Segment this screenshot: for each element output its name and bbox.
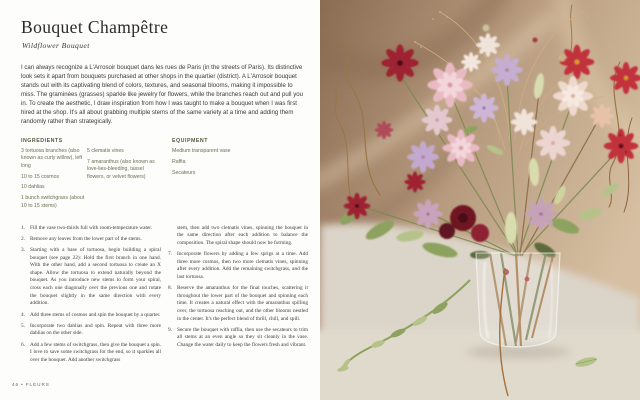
equipment-section	[172, 138, 308, 214]
equipment-list	[172, 148, 308, 177]
instructions	[21, 225, 308, 369]
step-number: 9.	[168, 326, 172, 333]
ingredient-item: 7 amaranthus (also known as love-lies-bleeding, tassel flowers, or velvet flowers)	[87, 158, 155, 180]
equipment-item: Secateurs	[172, 169, 196, 176]
steps-column-1	[21, 225, 161, 369]
ingredient-item: 1 bunch switchgrass (about 10 to 15 stems)	[21, 195, 85, 209]
step-text: Starting with a base of tortuosa, begin building a spiral bouquet (see page 22): Hold the first branch in one hand. With the other hand, add a second tortuosa to create an X shape. Allow the tortuosa to extend naturally beyond the bouquet. As you introduce new stems to form your spiral, cross each one diagonally over the previous one and rotate the bouquet slightly in the same direction with every addition.	[30, 246, 161, 307]
bouquet-photo	[320, 0, 640, 400]
flower-bud	[559, 55, 566, 62]
step-3	[21, 247, 161, 308]
equipment-heading: EQUIPMENT	[172, 137, 208, 144]
page-subtitle: Wildflower Bouquet	[22, 41, 90, 51]
step-5	[21, 323, 161, 338]
steps-column-2	[168, 225, 308, 369]
step-text: Reserve the amaranthus for the final touches, scattering it throughout the lower part of the bouquet and spinning each time. It creates a natural effect with the amaranthus spilling over, the tortuosa reaching out, and the other blooms nestled in the center. It's the perfect blend of thrill, chill, and spill.	[177, 285, 308, 322]
page-title: Bouquet Champêtre	[21, 17, 169, 37]
equipment-item: Medium transparent vase	[172, 147, 231, 154]
step-number: 6.	[21, 341, 25, 348]
step-1	[21, 225, 161, 233]
step-4	[21, 312, 161, 320]
step-text: Incorporate two dahlias and spin. Repeat with three more dahlias on the other side.	[30, 322, 161, 337]
step-text: stem, then add two clematis vines, spinning the bouquet in the same direction after each addition to balance the composition. The spiral shape should now be forming.	[177, 224, 308, 246]
ingredient-item: 3 tortuosa branches (also known as curly willow), left long	[21, 147, 83, 169]
equipment-item: Raffia	[172, 158, 186, 165]
step-number: 7.	[168, 251, 172, 258]
step-7	[168, 251, 308, 282]
footer-separator: •	[21, 382, 24, 387]
ingredients-heading: INGREDIENTS	[21, 137, 63, 144]
step-6-continuation	[168, 225, 308, 248]
step-text: Secure the bouquet with raffia, then use the secateurs to trim all stems at an even angle so they sit cleanly in the vase. Change the water daily to keep the flowers fresh and vibrant.	[177, 326, 308, 349]
step-2	[21, 236, 161, 244]
glass-vase	[476, 253, 560, 347]
lists-row	[21, 138, 308, 214]
ingredient-item: 10 to 15 cosmos	[21, 173, 60, 180]
ingredients-columns	[21, 148, 172, 214]
step-8	[168, 285, 308, 323]
ingredient-item: 5 clematis vines	[87, 147, 124, 154]
step-text: Fill the vase two-thirds full with room-temperature water.	[30, 224, 153, 231]
ingredients-column-1	[21, 148, 87, 214]
page-footer	[12, 382, 50, 387]
intro-paragraph: I can always recognize a L'Arrosoir bouquet dans les rues de Paris (in the streets of Paris). Its distinctive look sets it apart from bouquets purchased at other shops in the quartier (district). A L'Arrosoir bouquet stands out with its captivating blend of colors, textures, and seasonal blooms, making it impossible to miss. The graminées (grasses) sparkle like jewelry for flowers, while the branches reach out and pull you in. To create the aesthetic, I draw inspiration from how I was taught to make a bouquet when I was first hired at the shop. It's all about grabbing multiple stems of the same variety at a time and adding them randomly rather than strategically.	[21, 64, 304, 125]
bouquet-photo-svg	[320, 0, 640, 400]
step-9	[168, 327, 308, 350]
step-number: 2.	[21, 235, 25, 242]
step-number: 5.	[21, 322, 25, 329]
ingredients-section	[21, 138, 172, 214]
step-text: Incorporate flowers by adding a few sprigs at a time. Add three more cosmos, then two more clematis vines, spinning after every addition. Add the remaining switchgrass, and the last tortuosa.	[177, 251, 308, 280]
step-number: 3.	[21, 246, 25, 253]
step-text: Add three stems of cosmos and spin the bouquet by a quarter.	[30, 311, 161, 318]
flower-bud	[483, 25, 490, 32]
step-number: 8.	[168, 285, 172, 292]
ingredient-item: 10 dahlias	[21, 184, 45, 191]
step-number: 1.	[21, 224, 25, 231]
book-title: FLEURS	[25, 382, 50, 387]
step-number: 4.	[21, 311, 25, 318]
step-text: Remove any leaves from the lower part of the stems.	[30, 235, 142, 242]
step-6	[21, 342, 161, 365]
page-number: 46	[12, 382, 20, 387]
ingredients-column-2	[87, 148, 157, 214]
step-text: Add a few stems of switchgrass, then give the bouquet a spin. I love to save some switchgrass for the end, so it sparkles all over the bouquet. Add another switchgrass	[30, 341, 161, 363]
